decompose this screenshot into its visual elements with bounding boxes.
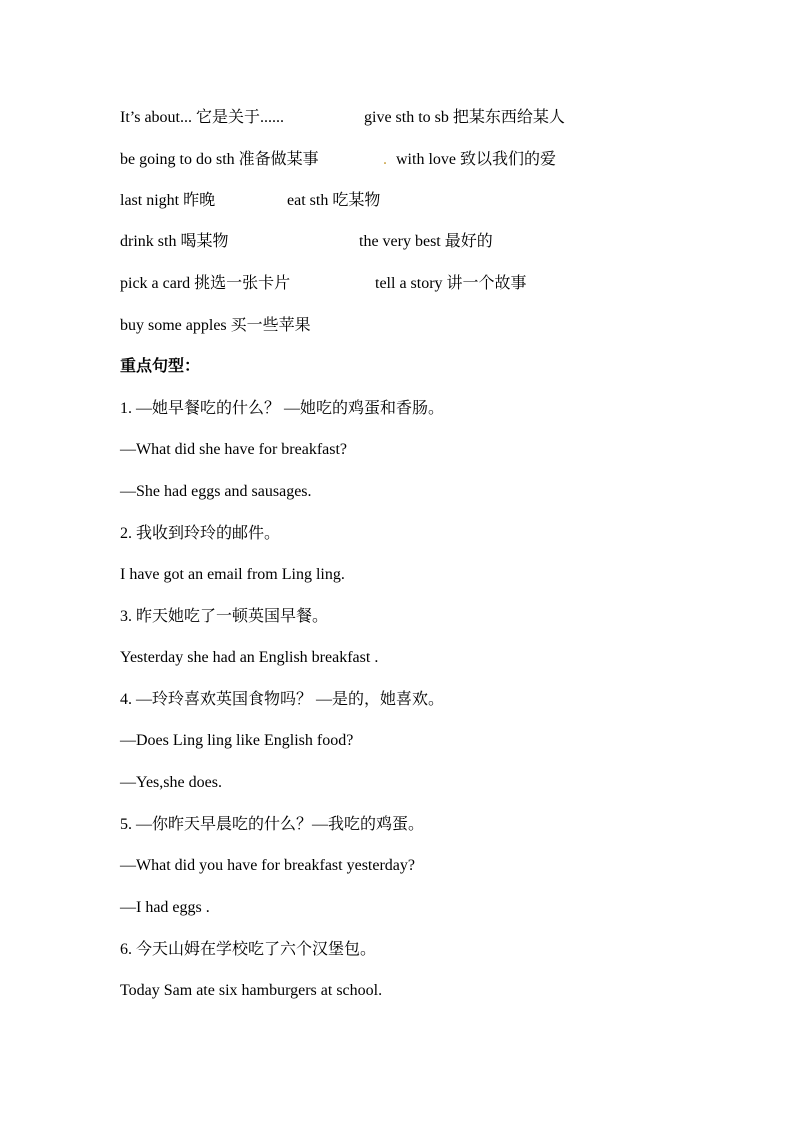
sentence-5-cn: 5. —你昨天早晨吃的什么？—我吃的鸡蛋。 — [120, 816, 425, 833]
sentence-6-en: Today Sam ate six hamburgers at school. — [120, 982, 383, 999]
phrase-give-sth-to-sb: give sth to sb 把某东西给某人 — [364, 109, 565, 126]
phrase-be-going-to: be going to do sth 准备做某事 — [120, 151, 319, 168]
phrase-row-1 — [120, 108, 565, 128]
stray-dot: . — [383, 151, 387, 168]
sentence-3-cn: 3. 昨天她吃了一顿英国早餐。 — [120, 608, 329, 625]
phrase-buy-some-apples: buy some apples 买一些苹果 — [120, 317, 311, 334]
sentence-1-cn: 1. —她早餐吃的什么？ —她吃的鸡蛋和香肠。 — [120, 400, 445, 417]
phrase-its-about: It’s about... 它是关于...... — [120, 109, 284, 126]
phrase-row-4 — [120, 232, 493, 252]
sentence-6-cn: 6. 今天山姆在学校吃了六个汉堡包。 — [120, 941, 377, 958]
phrase-drink-sth: drink sth 喝某物 — [120, 233, 229, 250]
phrase-row-3 — [120, 191, 381, 211]
sentence-4-en-question: —Does Ling ling like English food? — [120, 732, 354, 749]
phrase-tell-a-story: tell a story 讲一个故事 — [375, 275, 527, 292]
sentence-1-en-question: —What did she have for breakfast? — [120, 441, 348, 458]
phrase-the-very-best: the very best 最好的 — [359, 233, 493, 250]
sentence-2-cn: 2. 我收到玲玲的邮件。 — [120, 525, 281, 542]
sentence-5-en-answer: —I had eggs . — [120, 899, 210, 916]
sentence-4-cn: 4. —玲玲喜欢英国食物吗？ —是的，她喜欢。 — [120, 691, 445, 708]
sentence-2-en: I have got an email from Ling ling. — [120, 566, 345, 583]
phrase-row-2 — [120, 150, 556, 170]
sentence-4-en-answer: —Yes,she does. — [120, 774, 222, 791]
section-title: 重点句型： — [120, 358, 201, 375]
phrase-pick-a-card: pick a card 挑选一张卡片 — [120, 275, 291, 292]
phrase-eat-sth: eat sth 吃某物 — [287, 192, 381, 209]
phrase-row-5 — [120, 274, 527, 294]
phrase-with-love: with love 致以我们的爱 — [396, 151, 556, 168]
sentence-3-en: Yesterday she had an English breakfast . — [120, 649, 379, 666]
sentence-5-en-question: —What did you have for breakfast yesterday? — [120, 857, 415, 874]
phrase-last-night: last night 昨晚 — [120, 192, 216, 209]
phrase-row-6 — [120, 316, 311, 336]
sentence-1-en-answer: —She had eggs and sausages. — [120, 483, 312, 500]
